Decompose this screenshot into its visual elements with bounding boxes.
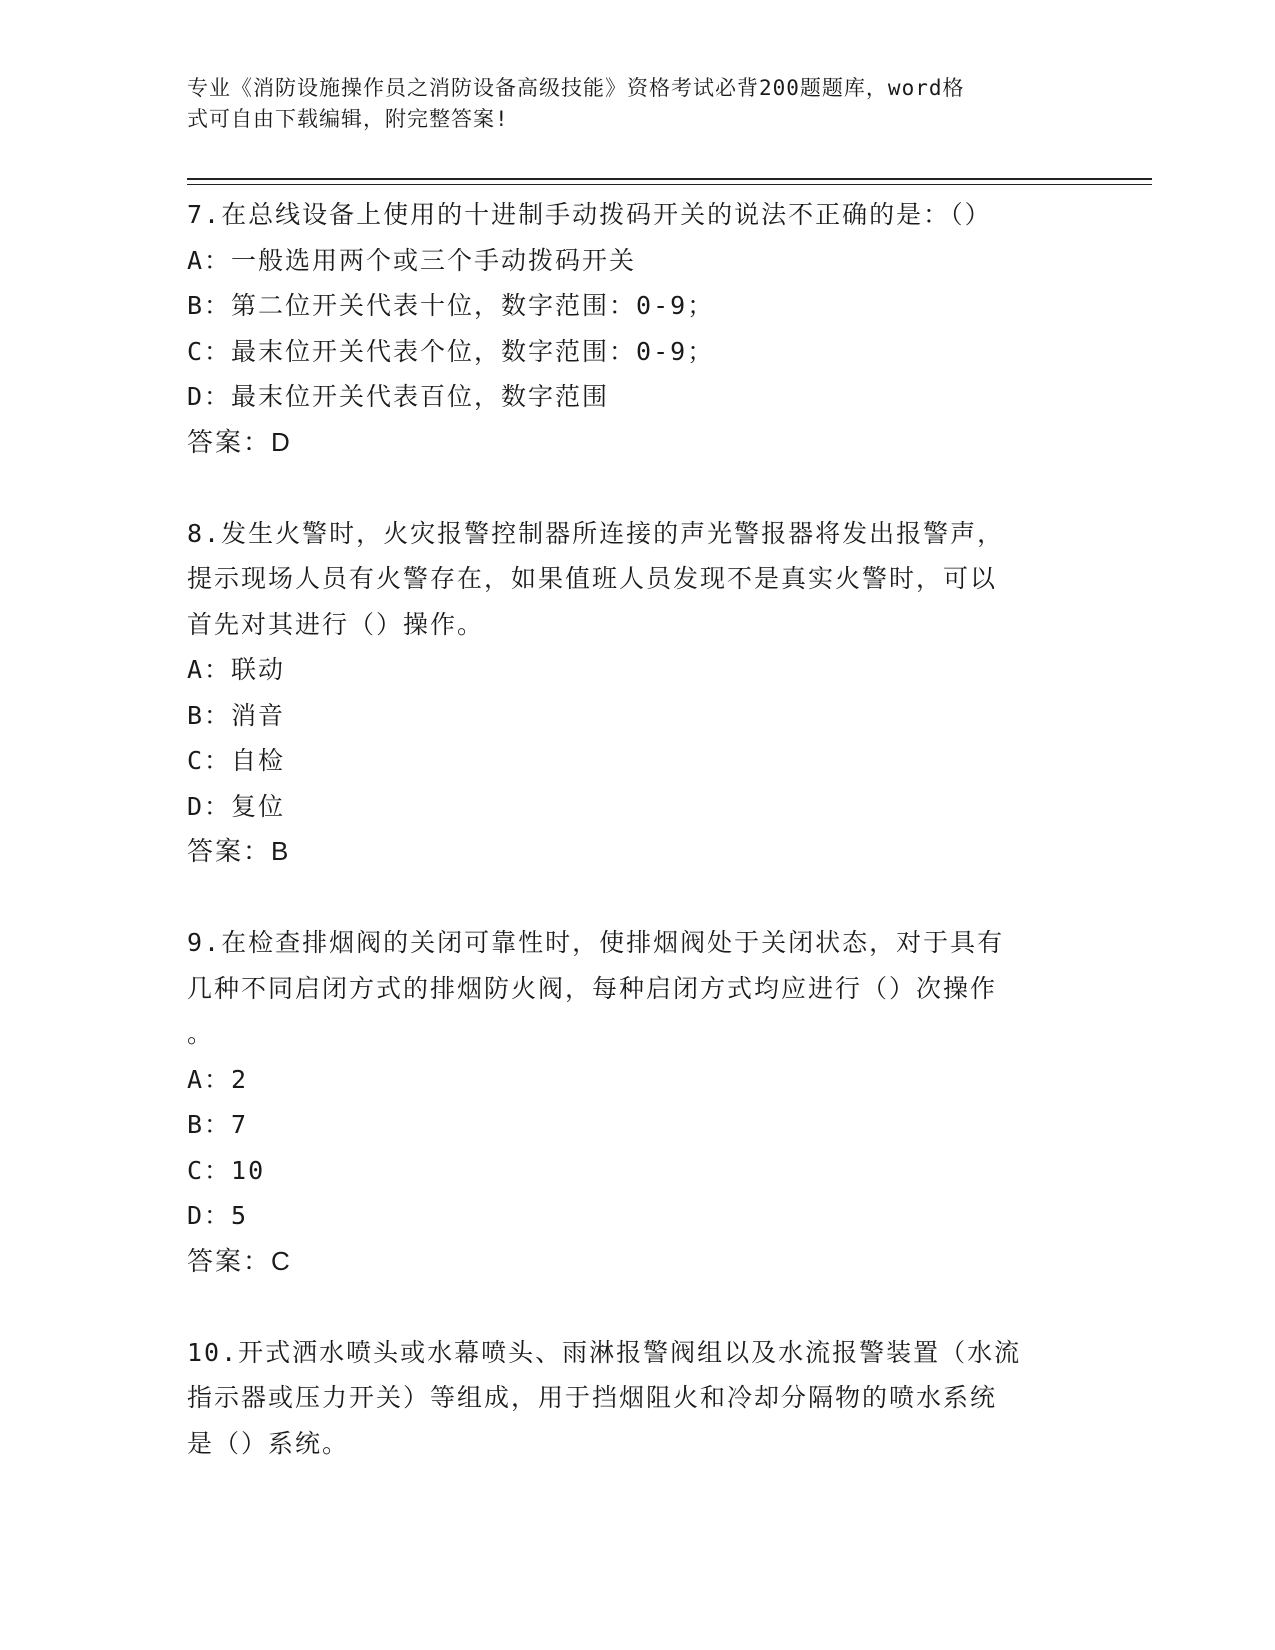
option-b: B：7 — [187, 1110, 249, 1139]
answer: 答案：D — [187, 426, 292, 457]
option-d: D：最末位开关代表百位，数字范围 — [187, 382, 610, 411]
header-line-2: 式可自由下载编辑，附完整答案! — [187, 107, 509, 131]
question-stem: 提示现场人员有火警存在，如果值班人员发现不是真实火警时，可以 — [187, 564, 998, 593]
option-b: B：第二位开关代表十位，数字范围：0-9； — [187, 291, 715, 320]
question-stem: 8.发生火警时，火灾报警控制器所连接的声光警报器将发出报警声， — [187, 518, 1005, 548]
option-b: B：消音 — [187, 700, 286, 730]
question-stem: 10.开式洒水喷头或水幕喷头、雨淋报警阀组以及水流报警装置（水流 — [187, 1337, 1022, 1367]
question-stem: 是（）系统。 — [187, 1428, 350, 1458]
option-d: D：5 — [187, 1201, 249, 1230]
header-rule-thick — [187, 178, 1152, 180]
question-stem: 首先对其进行（）操作。 — [187, 609, 485, 639]
header-line-1: 专业《消防设施操作员之消防设备高级技能》资格考试必背200题题库，word格 — [187, 76, 965, 100]
option-c: C：最末位开关代表个位，数字范围：0-9； — [187, 336, 715, 366]
header-rule-thin — [187, 184, 1152, 185]
question-stem: 。 — [187, 1019, 215, 1048]
answer: 答案：C — [187, 1245, 292, 1276]
question-stem: 9.在检查排烟阀的关闭可靠性时，使排烟阀处于关闭状态，对于具有 — [187, 928, 1005, 957]
question-9 — [187, 920, 1087, 1284]
question-stem: 7.在总线设备上使用的十进制手动拨码开关的说法不正确的是：（） — [187, 200, 992, 229]
question-7 — [187, 192, 1087, 465]
option-a: A：2 — [187, 1064, 249, 1094]
option-c: C：10 — [187, 1155, 266, 1185]
document-header — [187, 73, 1067, 135]
question-10 — [187, 1330, 1087, 1467]
question-list — [187, 192, 1087, 1466]
option-a: A：联动 — [187, 655, 286, 684]
answer: 答案：B — [187, 836, 291, 866]
question-stem: 几种不同启闭方式的排烟防火阀，每种启闭方式均应进行（）次操作 — [187, 973, 998, 1003]
question-stem: 指示器或压力开关）等组成，用于挡烟阻火和冷却分隔物的喷水系统 — [187, 1383, 998, 1412]
option-a: A：一般选用两个或三个手动拨码开关 — [187, 245, 637, 275]
question-8 — [187, 511, 1087, 875]
option-d: D：复位 — [187, 791, 286, 821]
option-c: C：自检 — [187, 746, 286, 775]
